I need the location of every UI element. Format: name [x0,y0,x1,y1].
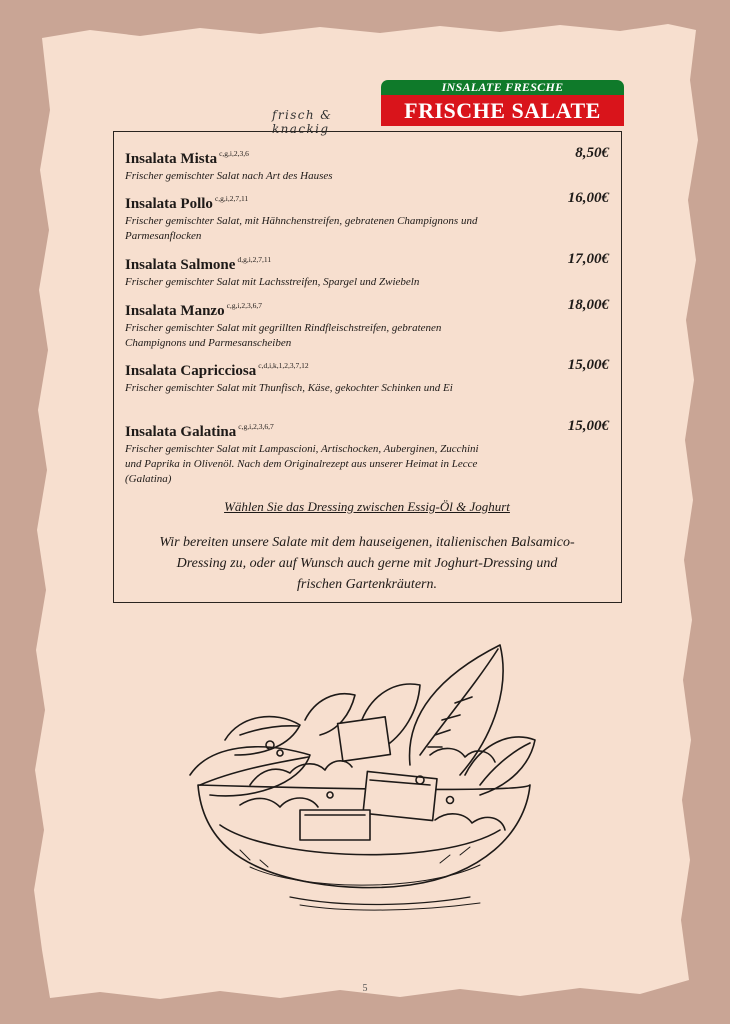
item-price: 16,00€ [567,190,609,206]
section-header [381,80,624,126]
item-allergens: c,g,i,2,7,11 [214,194,249,203]
menu-item [125,190,615,244]
page-number: 5 [362,983,368,994]
item-allergens: c,g,i,2,3,6,7 [238,422,274,431]
item-name: Insalata Salmone $^{d,g,i,2,7,11}$ [125,255,272,273]
item-price: 8,50€ [575,145,609,161]
item-description: Frischer gemischter Salat mit Lachsstreifen, Spargel und Zwiebeln [125,276,420,288]
item-price: 15,00€ [567,418,609,434]
item-name: Insalata Galatina $^{c,g,i,2,3,6,7}$ [125,422,274,440]
item-description: Frischer gemischter Salat mit Lampascioni, Artischocken, Auberginen, Zucchini und Paprika in Olivenöl. Nach dem Originalrezept aus unserer Heimat in Lecce (Galatina) [125,443,479,485]
item-name: Insalata Capricciosa $^{c,d,i,k,1,2,3,7,12}$ [125,361,309,379]
salad-bowl-illustration [180,635,550,925]
menu-item [125,297,615,351]
menu-box [113,131,622,603]
item-allergens: c,g,i,2,3,6 [219,149,249,158]
item-allergens: c,d,i,k,1,2,3,7,12 [258,361,309,370]
section-title: FRISCHE SALATE [381,95,624,126]
menu-item [125,251,615,290]
item-description: Frischer gemischter Salat mit Thunfisch, Käse, gekochter Schinken und Ei [125,382,453,394]
item-price: 15,00€ [567,357,609,373]
item-description: Frischer gemischter Salat nach Art des Hauses [125,170,333,182]
item-allergens: d,g,i,2,7,11 [237,255,272,264]
item-name: Insalata Mista $^{c,g,i,2,3,6}$ [125,149,249,167]
dressing-choice: Wählen Sie das Dressing zwischen Essig-Öl & Joghurt [224,499,510,514]
item-name: Insalata Manzo $^{c,g,i,2,3,6,7}$ [125,301,263,319]
menu-item [125,357,615,396]
tagline: frisch & knackig [272,108,333,136]
dressing-note: Wir bereiten unsere Salate mit dem hauseigenen, italienischen Balsamico-Dressing zu, oder auf Wunsch auch gerne mit Joghurt-Dressing und frischen Gartenkräutern. [159,535,575,592]
item-allergens: c,g,i,2,3,6,7 [226,301,263,310]
item-description: Frischer gemischter Salat, mit Hähnchenstreifen, gebratenen Champignons und Parmesanflocken [125,215,478,242]
item-price: 18,00€ [567,297,609,313]
menu-item [125,418,615,487]
section-subtitle: INSALATE FRESCHE [381,80,624,95]
menu-item [125,145,615,184]
item-price: 17,00€ [567,251,609,267]
item-name: Insalata Pollo $^{c,g,i,2,7,11}$ [125,194,249,212]
item-description: Frischer gemischter Salat mit gegrillten Rindfleischstreifen, gebratenen Champignons und Parmesanscheiben [125,322,442,349]
